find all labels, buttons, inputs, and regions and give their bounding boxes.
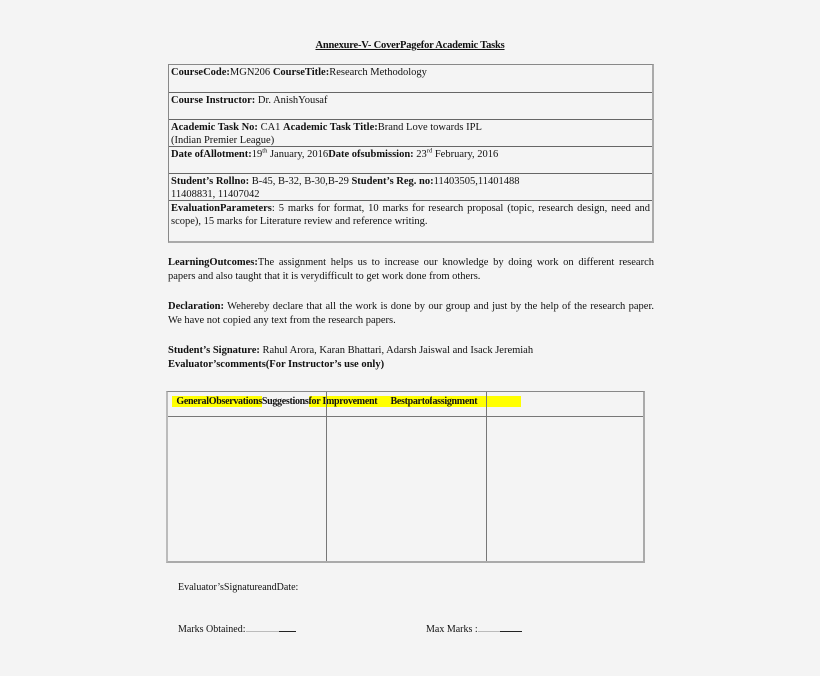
task-no-value: CA1 [257,122,284,133]
student-signature [168,344,654,358]
header-suggestions: Suggestions [261,396,309,407]
submission-label: Date ofsubmission: [328,149,414,160]
regno-value: 11403505,11401488 [433,176,520,187]
declaration [168,300,654,328]
regno-label: Student’s Reg. no: [351,176,434,187]
allotment-label: Date ofAllotment: [171,149,252,160]
task-title-line2: (Indian Premier League) [171,135,275,146]
course-row [169,65,652,92]
regno-line2: 11408831, 11407042 [171,189,260,200]
declaration-text: Wehereby declare that all the work is done by our group and just by the help of the research paper. We have not copied any text from the research papers. [168,301,654,326]
submission-day-suffix: rd [426,147,433,155]
allotment-day: 19 [251,149,263,160]
course-code-value: MGN206 [229,67,271,78]
task-title-label: Academic Task Title: [283,122,378,133]
marks-obtained-label: Marks Obtained: [178,624,246,635]
header-best-part-of: Bestpartof [390,396,433,407]
rollno-label: Student’s Rollno: [171,176,250,187]
learning-outcomes-label: LearningOutcomes: [168,257,258,268]
max-marks-label: Max Marks : [426,624,478,635]
evaluation-parameters-row [169,200,652,241]
header-general-observations: GeneralObservations [172,396,262,407]
eval-params-label: EvaluationParameters [171,203,272,214]
column-divider [486,392,487,561]
instructor-label: Course Instructor: [171,95,256,106]
rollno-value: B-45, B-32, B-30,B-29 [249,176,352,187]
dates-row [169,146,652,173]
allotment-rest: January, 2016 [267,149,329,160]
task-no-label: Academic Task No: [171,122,258,133]
task-row [169,119,652,146]
course-code-label: CourseCode: [171,67,230,78]
marks-obtained-blank[interactable] [246,624,296,635]
student-row [169,173,652,200]
course-info-table [168,64,654,243]
header-assignment: assignment [432,396,521,407]
table-divider [168,416,643,417]
task-title-value: Brand Love towards IPL [377,122,482,133]
student-signature-names: Rahul Arora, Karan Bhattari, Adarsh Jaiswal and Isack Jeremiah [259,345,534,356]
evaluator-signature-date: Evaluator’sSignatureandDate: [178,582,299,593]
observation-table [166,391,645,563]
header-for-improvement: for Improvement [309,396,391,407]
allotment-day-suffix: th [262,147,268,155]
marks-obtained [178,624,296,635]
document-title: Annexure-V- CoverPagefor Academic Tasks [315,40,505,51]
evaluator-comments-heading: Evaluator’scomments(For Instructor’s use only) [168,359,385,370]
instructor-row [169,92,652,119]
max-marks [426,624,522,635]
column-divider [326,392,327,561]
course-title-value: Research Methodology [329,67,427,78]
student-signature-label: Student’s Signature: [168,345,260,356]
learning-outcomes [168,256,654,284]
max-marks-blank[interactable] [478,624,522,635]
instructor-value: Dr. AnishYousaf [255,95,328,106]
eval-params-value: : 5 marks for format, 10 marks for research proposal (topic, research design, need and scope), 15 marks for Literature review and reference writing. [171,203,650,227]
learning-outcomes-text: The assignment helps us to increase our knowledge by doing work on different research papers and also taught that it is verydifficult to get work done from others. [168,257,654,282]
course-title-label: CourseTitle: [272,67,330,78]
submission-rest: February, 2016 [432,149,499,160]
submission-day: 23 [413,149,427,160]
observation-table-header [172,395,521,408]
declaration-label: Declaration: [168,301,224,312]
